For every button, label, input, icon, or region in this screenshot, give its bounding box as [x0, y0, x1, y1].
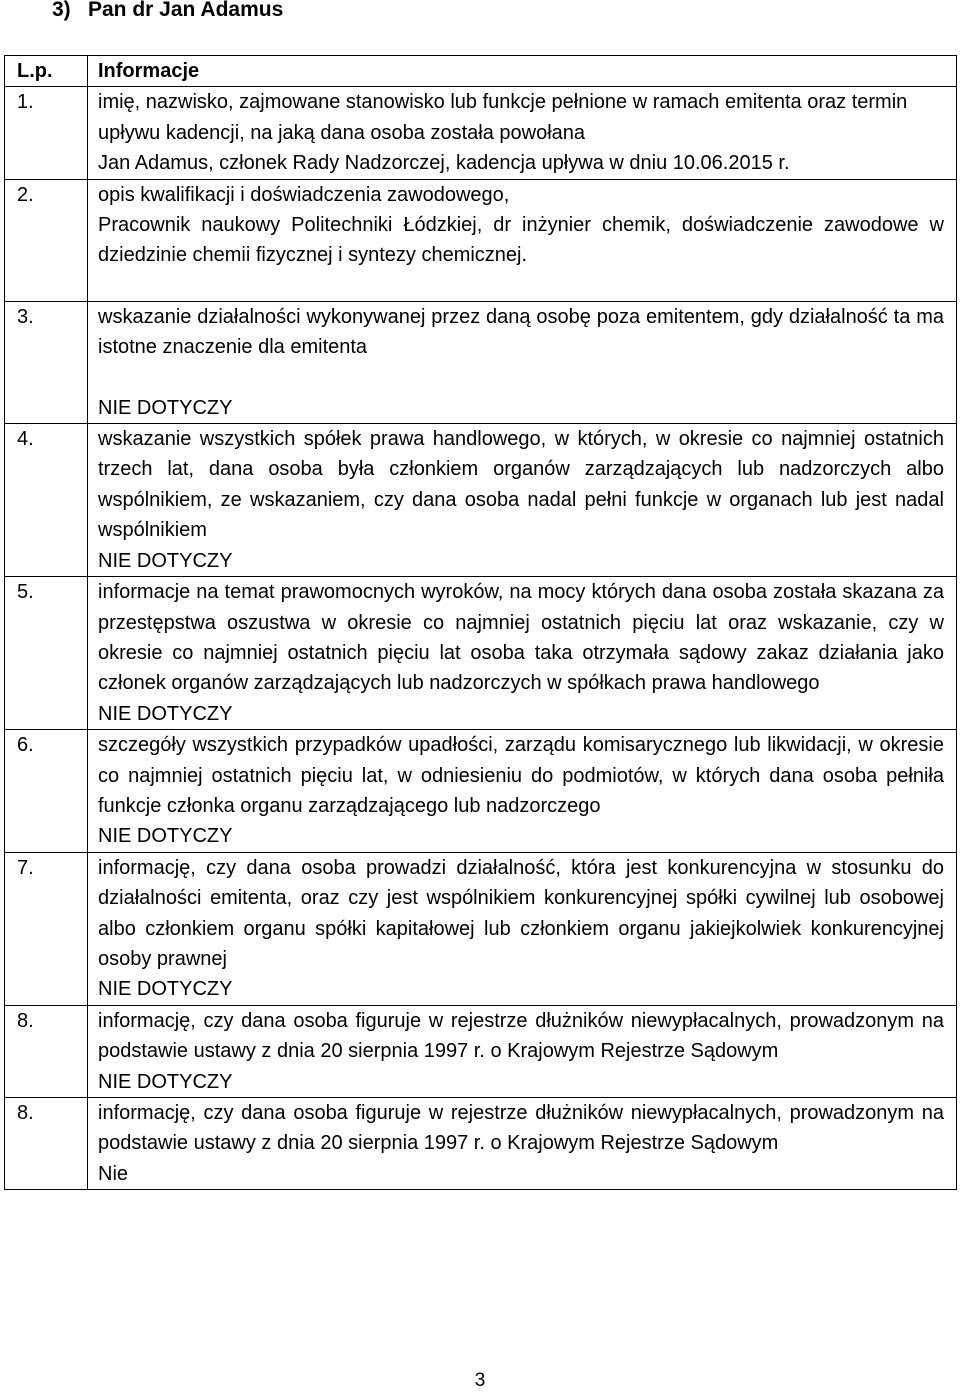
row-number: 7.: [5, 852, 88, 1005]
page-number: 3: [474, 1370, 486, 1391]
row-answer: NIE DOTYCZY: [98, 978, 233, 1001]
row-question: informację, czy dana osoba prowadzi działalność, która jest konkurencyjna w stosunku do działalności emitenta, oraz czy jest wspólnikiem konkurencyjnej spółki cywilnej lub osobowej albo członkiem organu spółki kapitałowej lub członkiem organu jakiejkolwiek konkurencyjnej osoby prawnej: [98, 856, 944, 970]
row-content: [88, 1098, 957, 1190]
row-question: informację, czy dana osoba figuruje w rejestrze dłużników niewypłacalnych, prowadzonym na podstawie ustawy z dnia 20 sierpnia 1997 r. o Krajowym Rejestrze Sądowym: [98, 1102, 944, 1155]
row-number: 8.: [5, 1098, 88, 1190]
row-number: 6.: [5, 730, 88, 853]
section-heading: [52, 0, 283, 22]
table-row: [5, 424, 957, 577]
row-question: szczegóły wszystkich przypadków upadłości, zarządu komisarycznego lub likwidacji, w okresie co najmniej ostatnich pięciu lat, w odniesieniu do podmiotów, w których dana osoba pełniła funkcje członka organu zarządzającego lub nadzorczego: [98, 734, 944, 817]
row-number: 8.: [5, 1005, 88, 1097]
row-content: [88, 87, 957, 179]
table-row: [5, 1098, 957, 1190]
row-answer: NIE DOTYCZY: [98, 702, 233, 725]
row-number: 2.: [5, 179, 88, 301]
row-question: opis kwalifikacji i doświadczenia zawodowego,: [98, 183, 510, 206]
row-answer: Pracownik naukowy Politechniki Łódzkiej, dr inżynier chemik, doświadczenie zawodowe w dziedzinie chemii fizycznej i syntezy chemicznej.: [98, 214, 944, 267]
info-table: [4, 55, 957, 1190]
table-row: [5, 301, 957, 423]
table-row: [5, 852, 957, 1005]
row-number: 5.: [5, 577, 88, 730]
row-content: [88, 179, 957, 301]
table-row: [5, 179, 957, 301]
header-lp: L.p.: [5, 56, 88, 87]
row-question: informację, czy dana osoba figuruje w rejestrze dłużników niewypłacalnych, prowadzonym na podstawie ustawy z dnia 20 sierpnia 1997 r. o Krajowym Rejestrze Sądowym: [98, 1009, 944, 1063]
row-content: [88, 301, 957, 423]
row-answer: Jan Adamus, członek Rady Nadzorczej, kadencja upływa w dniu 10.06.2015 r.: [98, 152, 790, 175]
row-question: imię, nazwisko, zajmowane stanowisko lub funkcje pełnione w ramach emitenta oraz termin upływu kadencji, na jaką dana osoba została powołana: [98, 91, 908, 144]
table-row: [5, 87, 957, 179]
row-content: [88, 577, 957, 730]
section-title: Pan dr Jan Adamus: [88, 0, 284, 21]
row-content: [88, 730, 957, 853]
row-content: [88, 1005, 957, 1097]
row-answer: NIE DOTYCZY: [98, 825, 233, 848]
table-row: [5, 1005, 957, 1097]
row-answer: Nie: [98, 1162, 129, 1185]
row-answer: NIE DOTYCZY: [98, 396, 233, 419]
row-content: [88, 852, 957, 1005]
row-answer: NIE DOTYCZY: [98, 549, 233, 572]
header-informacje: Informacje: [88, 56, 957, 87]
row-number: 1.: [5, 87, 88, 179]
row-number: 3.: [5, 301, 88, 423]
row-content: [88, 424, 957, 577]
table-row: [5, 730, 957, 853]
row-answer: NIE DOTYCZY: [98, 1070, 233, 1093]
row-question: informacje na temat prawomocnych wyroków, na mocy których dana osoba została skazana za przestępstwa oszustwa w okresie co najmniej ostatnich pięciu lat oraz wskazanie, czy w okresie co najmniej ostatnich pięciu lat osoba taka otrzymała sądowy zakaz działania jako członek organów zarządzających lub nadzorczych w spółkach prawa handlowego: [98, 581, 944, 695]
table-header-row: [5, 56, 957, 87]
row-number: 4.: [5, 424, 88, 577]
row-question: wskazanie działalności wykonywanej przez daną osobę poza emitentem, gdy działalność ta ma istotne znaczenie dla emitenta: [98, 305, 944, 359]
section-number: 3): [52, 0, 71, 21]
table-row: [5, 577, 957, 730]
row-question: wskazanie wszystkich spółek prawa handlowego, w których, w okresie co najmniej ostatnich trzech lat, dana osoba była członkiem organów zarządzających lub nadzorczych albo wspólnikiem, ze wskazaniem, czy dana osoba nadal pełni funkcje w organach lub jest nadal wspólnikiem: [98, 428, 944, 542]
